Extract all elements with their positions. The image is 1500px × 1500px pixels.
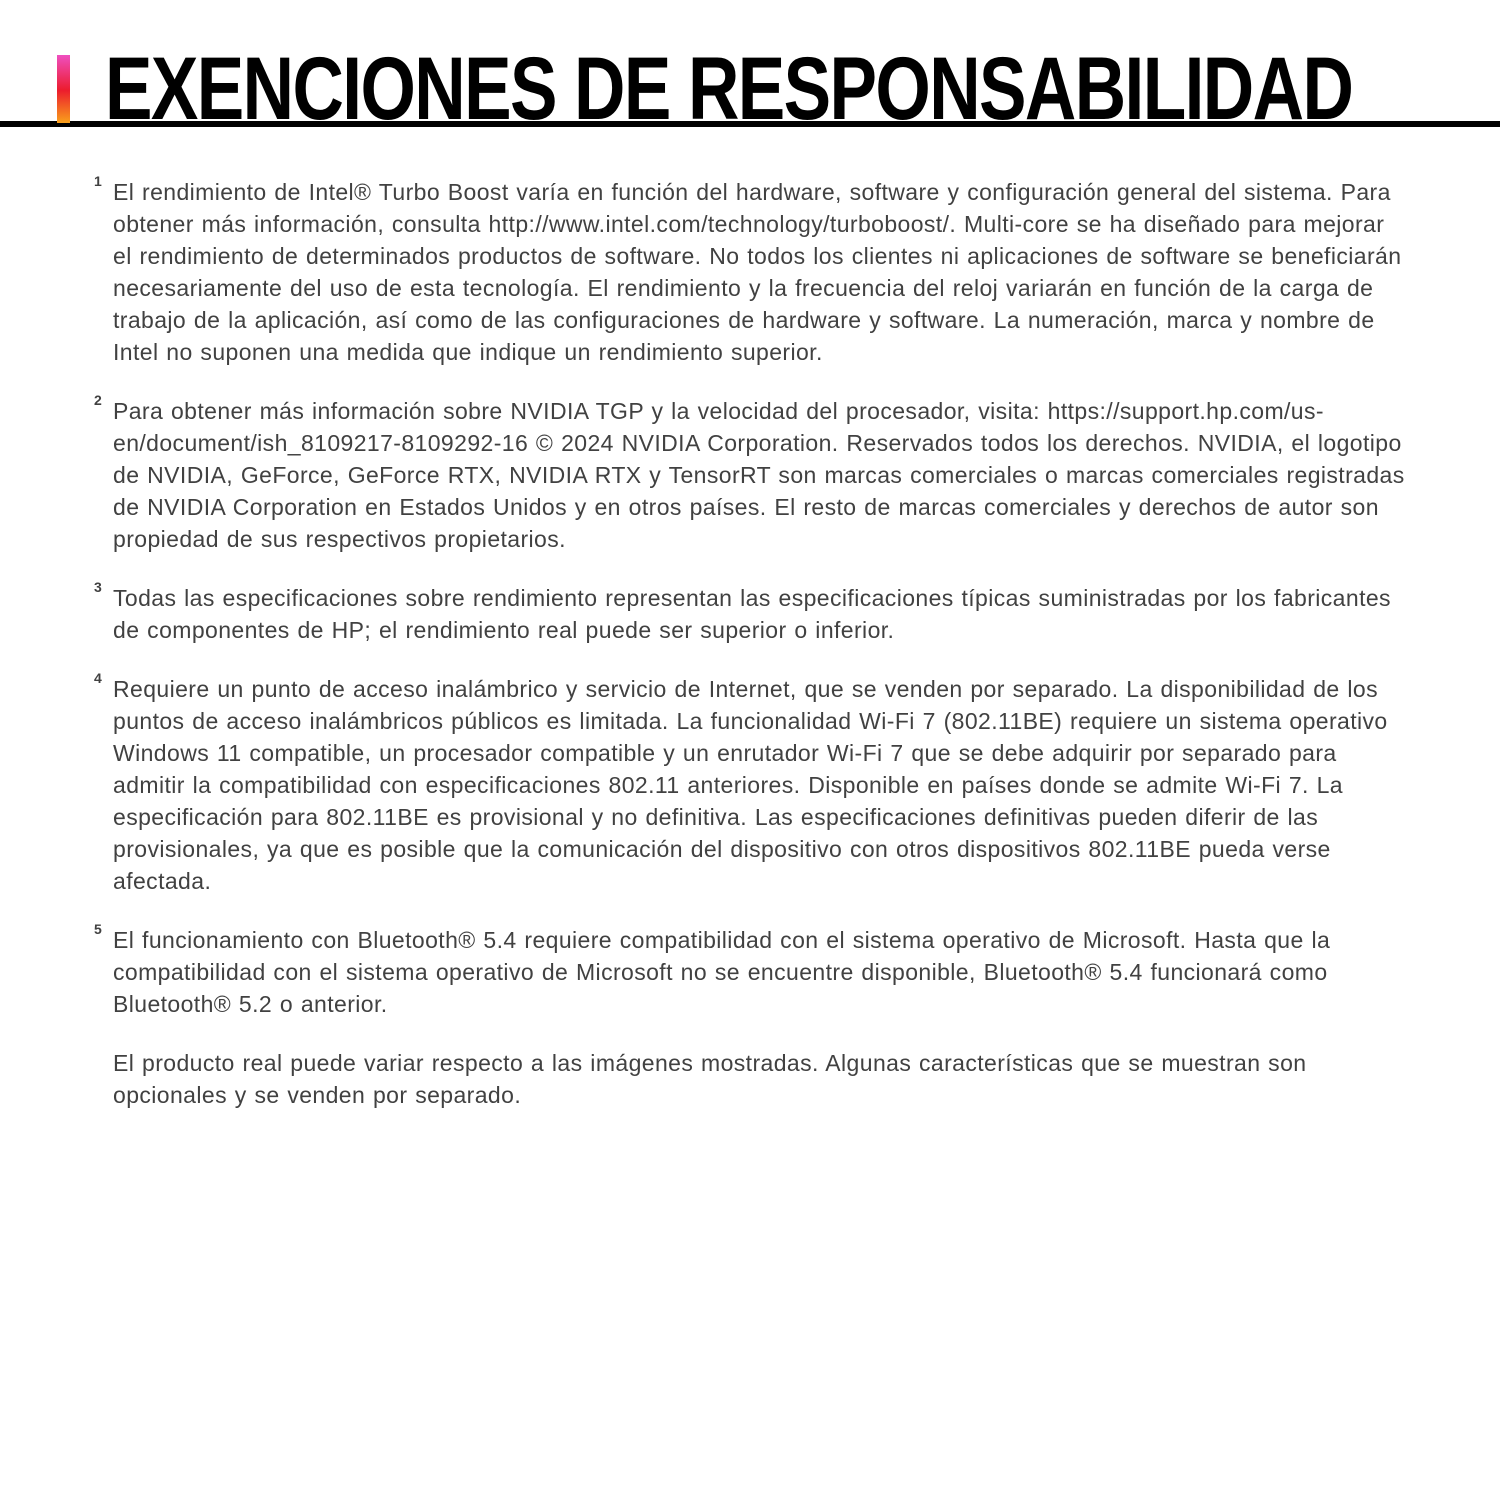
- disclaimer-item-4: [94, 670, 1405, 897]
- disclaimer-list: [0, 127, 1500, 1111]
- disclaimer-item-6: [113, 1047, 1405, 1111]
- disclaimer-item-5: [94, 921, 1405, 1020]
- footnote-marker-3: 3: [94, 579, 103, 595]
- footnote-marker-5: 5: [94, 921, 103, 937]
- footnote-marker-1: 1: [94, 173, 103, 189]
- disclaimer-item-1: [94, 173, 1405, 368]
- disclaimer-text-4: Requiere un punto de acceso inalámbrico y servicio de Internet, que se venden por separado. La disponibilidad de los puntos de acceso inalámbricos públicos es limitada. La funcionalidad Wi-Fi 7 (802.11BE) requiere un sistema operativo Windows 11 compatible, un procesador compatible y un enrutador Wi-Fi 7 que se debe adquirir por separado para admitir la compatibilidad con especificaciones 802.11 anteriores. Disponible en países donde se admite Wi-Fi 7. La especificación para 802.11BE es provisional y no definitiva. Las especificaciones definitivas pueden diferir de las provisionales, ya que es posible que la comunicación del dispositivo con otros dispositivos 802.11BE pueda verse afectada.: [113, 676, 1388, 894]
- accent-bar: [57, 55, 70, 123]
- page-title-text: EXENCIONES DE RESPONSABILIDAD: [105, 38, 1353, 138]
- disclaimer-text-2: Para obtener más información sobre NVIDIA TGP y la velocidad del procesador, visita: https://support.hp.com/us-en/document/ish_8109217-8109292-16 © 2024 NVIDIA Corporation. Reservados todos los derechos. NVIDIA, el logotipo de NVIDIA, GeForce, GeForce RTX, NVIDIA RTX y TensorRT son marcas comerciales o marcas comerciales registradas de NVIDIA Corporation en Estados Unidos y en otros países. El resto de marcas comerciales y derechos de autor son propiedad de sus respectivos propietarios.: [113, 398, 1405, 552]
- page-title: [105, 38, 1500, 142]
- disclaimer-text-5: El funcionamiento con Bluetooth® 5.4 requiere compatibilidad con el sistema operativo de Microsoft. Hasta que la compatibilidad con el sistema operativo de Microsoft no se encuentre disponible, Bluetooth® 5.4 funcionará como Bluetooth® 5.2 o anterior.: [113, 927, 1331, 1017]
- disclaimer-text-3: Todas las especificaciones sobre rendimiento representan las especificaciones típicas suministradas por los fabricantes de componentes de HP; el rendimiento real puede ser superior o inferior.: [113, 585, 1391, 643]
- disclaimer-text-6: El producto real puede variar respecto a las imágenes mostradas. Algunas características que se muestran son opcionales y se venden por separado.: [113, 1050, 1307, 1108]
- disclaimer-text-1: El rendimiento de Intel® Turbo Boost varía en función del hardware, software y configuración general del sistema. Para obtener más información, consulta http://www.intel.com/technology/turboboost/. Multi-core se ha diseñado para mejorar el rendimiento de determinados productos de software. No todos los clientes ni aplicaciones de software se beneficiarán necesariamente del uso de esta tecnología. El rendimiento y la frecuencia del reloj variarán en función de la carga de trabajo de la aplicación, así como de las configuraciones de hardware y software. La numeración, marca y nombre de Intel no suponen una medida que indique un rendimiento superior.: [113, 179, 1402, 365]
- disclaimer-item-3: [94, 579, 1405, 646]
- disclaimer-item-2: [94, 392, 1405, 555]
- page-header: [0, 0, 1500, 138]
- footnote-marker-2: 2: [94, 392, 103, 408]
- footnote-marker-4: 4: [94, 670, 103, 686]
